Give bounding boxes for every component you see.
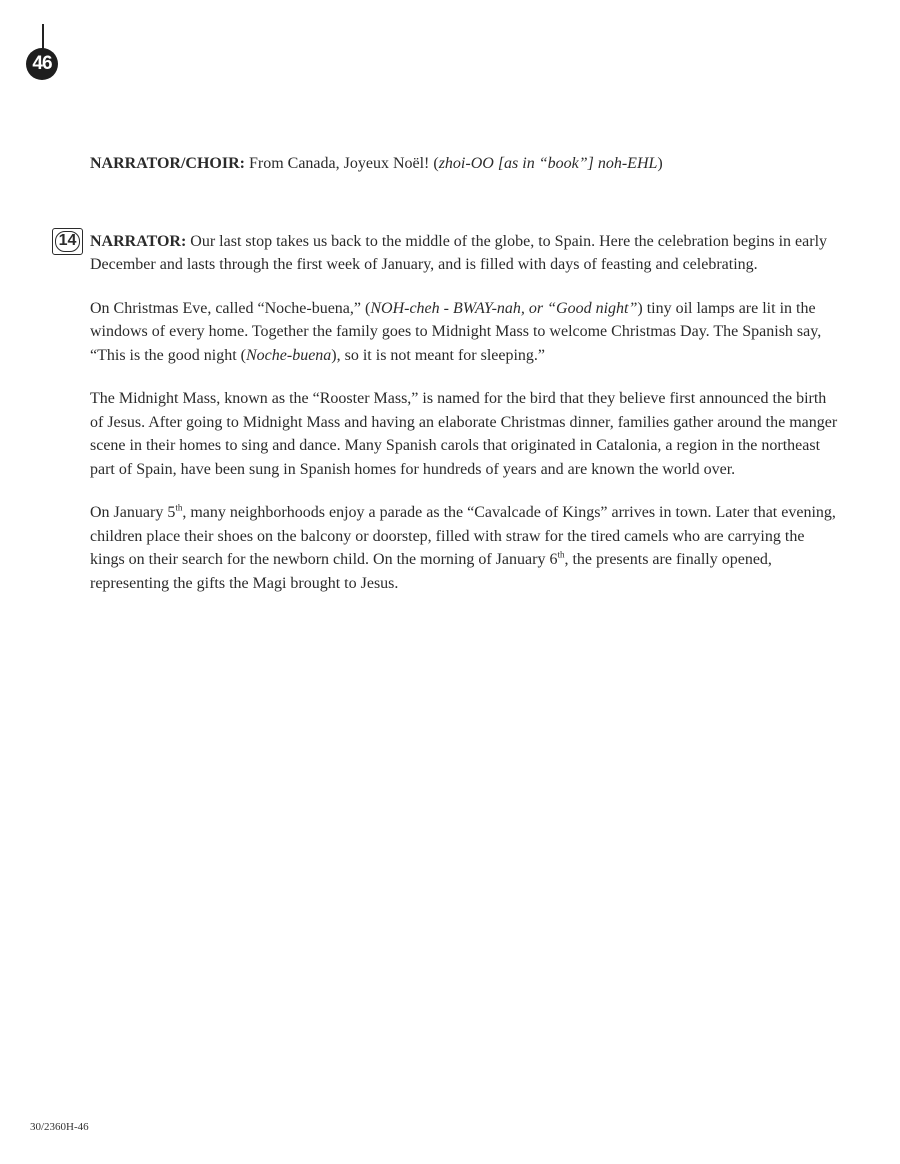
cue-number-box	[52, 228, 83, 255]
page-number-marker	[26, 24, 60, 80]
paragraph-text: ), so it is not meant for sleeping.”	[331, 346, 546, 364]
paragraph-text: On January 5	[90, 504, 176, 521]
paragraph-rooster-mass: The Midnight Mass, known as the “Rooster Mass,” is named for the bird that they believe first announced the birth of Jesus. After going to Midnight Mass and having an elaborate Christmas dinner, families gather around the manger scene in their homes to sing and dance. Many Spanish carols that originated in Catalonia, a region in the northeast part of Spain, have been sung in Spanish homes for hundreds of years and are known the world over.	[90, 390, 838, 478]
cue-number: 14	[58, 232, 77, 250]
narrator-block	[58, 230, 842, 277]
paragraph-text: ) tiny oil lamps are lit in the windows of every home. Together the family goes to Midnight Mass to welcome Christmas Day. The Spanish say, “This is the good night (	[90, 299, 822, 364]
speaker-label-choir: NARRATOR/CHOIR:	[90, 155, 245, 172]
narrator-choir-line	[90, 152, 842, 176]
page-number-badge: 46	[26, 48, 58, 80]
narrator-paragraph-1-text: Our last stop takes us back to the middle of the globe, to Spain. Here the celebration begins in early December and lasts through the first week of January, and is filled with days of feasting and celebrating.	[90, 232, 828, 273]
ordinal-suffix: th	[175, 502, 183, 513]
italic-term: Noche-buena	[245, 346, 332, 364]
speaker-label-narrator: NARRATOR:	[90, 232, 187, 250]
choir-close-paren: )	[657, 155, 663, 172]
pronunciation-guide: zhoi-OO [as in “book”] noh-EHL	[438, 155, 658, 172]
script-content	[58, 152, 842, 615]
ordinal-suffix: th	[557, 549, 565, 560]
paragraph-text: , the presents are finally opened, representing the gifts the Magi brought to Jesus.	[90, 551, 772, 592]
paragraph-text: On Christmas Eve, called “Noche-buena,” (	[90, 299, 371, 317]
choir-text: From Canada, Joyeux Noël! (	[244, 155, 439, 172]
footer-catalog-code: 30/2360H-46	[30, 1121, 89, 1133]
pronunciation-guide: NOH-cheh - BWAY-nah, or “Good night”	[370, 299, 638, 317]
paragraph-noche-buena	[90, 297, 842, 368]
paragraph-cavalcade	[90, 501, 842, 595]
paragraph-text: , many neighborhoods enjoy a parade as the “Cavalcade of Kings” arrives in town. Later that evening, children place their shoes on the balcony or doorstep, filled with straw for the tired camels who are carrying the kings on their search for the newborn child. On the morning of January 6	[90, 504, 836, 568]
narrator-paragraph-1	[90, 230, 842, 277]
